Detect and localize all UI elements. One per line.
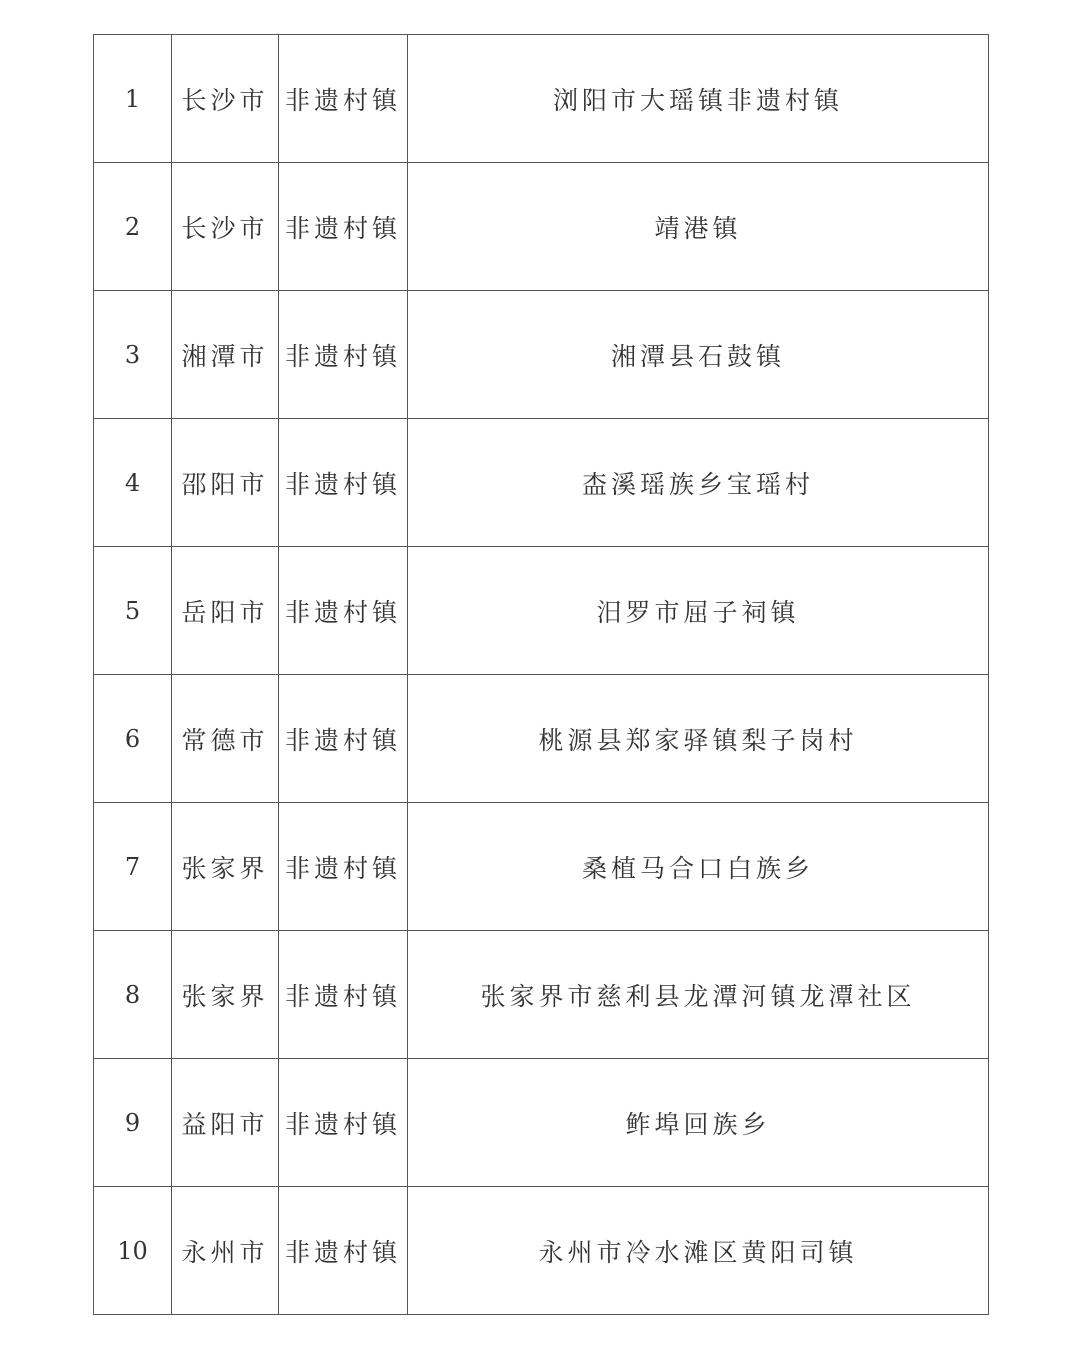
table-row [94,803,989,931]
category-cell: 非遗村镇 [279,1059,408,1187]
city-cell: 邵阳市 [172,419,279,547]
city-cell: 常德市 [172,675,279,803]
place-name-cell: 㭗溪瑶族乡宝瑶村 [408,419,989,547]
place-name-cell: 桑植马合口白族乡 [408,803,989,931]
table-row [94,1059,989,1187]
category-cell: 非遗村镇 [279,547,408,675]
place-name-cell: 鲊埠回族乡 [408,1059,989,1187]
city-cell: 益阳市 [172,1059,279,1187]
city-cell: 张家界 [172,803,279,931]
place-name-cell: 桃源县郑家驿镇梨子岗村 [408,675,989,803]
table-row [94,419,989,547]
place-name-cell: 汨罗市屈子祠镇 [408,547,989,675]
category-cell: 非遗村镇 [279,419,408,547]
table-row [94,675,989,803]
category-cell: 非遗村镇 [279,35,408,163]
row-number: 4 [94,419,172,547]
row-number: 10 [94,1187,172,1315]
category-cell: 非遗村镇 [279,291,408,419]
category-cell: 非遗村镇 [279,1187,408,1315]
city-cell: 长沙市 [172,163,279,291]
category-cell: 非遗村镇 [279,931,408,1059]
place-name-cell: 浏阳市大瑶镇非遗村镇 [408,35,989,163]
city-cell: 张家界 [172,931,279,1059]
category-cell: 非遗村镇 [279,803,408,931]
category-cell: 非遗村镇 [279,675,408,803]
city-cell: 岳阳市 [172,547,279,675]
place-name-cell: 湘潭县石鼓镇 [408,291,989,419]
table-row [94,1187,989,1315]
city-cell: 湘潭市 [172,291,279,419]
row-number: 2 [94,163,172,291]
row-number: 7 [94,803,172,931]
table-row [94,931,989,1059]
place-name-cell: 靖港镇 [408,163,989,291]
row-number: 6 [94,675,172,803]
category-cell: 非遗村镇 [279,163,408,291]
table-row [94,291,989,419]
heritage-town-table [93,34,989,1315]
row-number: 9 [94,1059,172,1187]
table-row [94,35,989,163]
row-number: 5 [94,547,172,675]
city-cell: 长沙市 [172,35,279,163]
place-name-cell: 张家界市慈利县龙潭河镇龙潭社区 [408,931,989,1059]
table-row [94,163,989,291]
city-cell: 永州市 [172,1187,279,1315]
place-name-cell: 永州市冷水滩区黄阳司镇 [408,1187,989,1315]
row-number: 8 [94,931,172,1059]
table-row [94,547,989,675]
row-number: 3 [94,291,172,419]
row-number: 1 [94,35,172,163]
